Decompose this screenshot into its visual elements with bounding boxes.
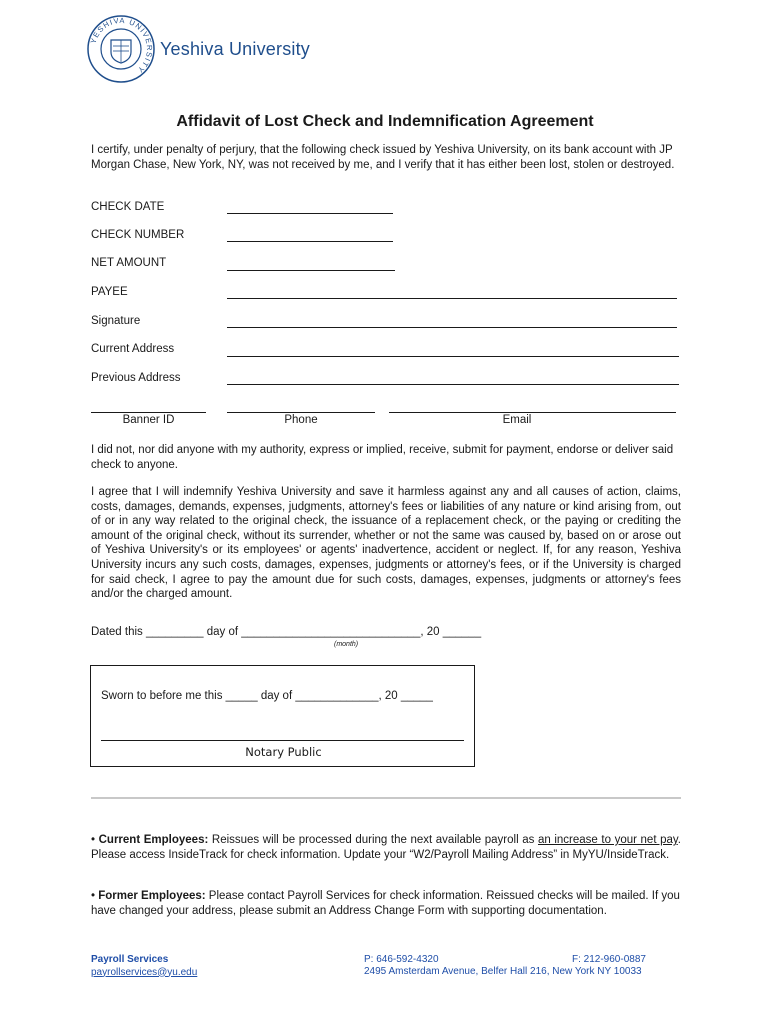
- university-logo: [86, 14, 310, 84]
- notary-box: [90, 665, 475, 767]
- footer-contact: [91, 954, 197, 979]
- signature-label: Signature: [91, 315, 141, 327]
- payee-line[interactable]: [227, 298, 677, 299]
- current-employees-text-end: . Please access InsideTrack for check information. Update your “W2/Payroll Mailing Address” in MyYU/InsideTrack.: [91, 834, 681, 861]
- footer-address-block: [364, 966, 642, 979]
- check-number-label: CHECK NUMBER: [91, 229, 185, 241]
- current-employees-heading: Current Employees:: [98, 834, 209, 846]
- footer-phone: P: 646-592-4320: [364, 954, 439, 965]
- svg-text:YESHIVA UNIVERSITY: YESHIVA UNIVERSITY: [88, 15, 155, 76]
- phone-label: Phone: [284, 414, 318, 426]
- current-employees-note: [91, 833, 681, 862]
- former-employees-note: [91, 889, 681, 918]
- university-seal-icon: [86, 14, 156, 84]
- net-amount-label: NET AMOUNT: [91, 257, 167, 269]
- page-title: Affidavit of Lost Check and Indemnification Agreement: [176, 113, 594, 130]
- authority-paragraph: I did not, nor did anyone with my authority, express or implied, receive, submit for payment, endorse or deliver said check to anyone.: [91, 444, 674, 471]
- current-address-label: Current Address: [91, 343, 175, 355]
- check-date-line[interactable]: [227, 213, 393, 214]
- email-label: Email: [502, 414, 532, 426]
- section-divider: [91, 797, 681, 799]
- notary-signature-line[interactable]: [101, 740, 464, 741]
- signature-line[interactable]: [227, 327, 677, 328]
- check-date-label: CHECK DATE: [91, 201, 165, 213]
- month-hint: (month): [334, 641, 359, 648]
- net-amount-line[interactable]: [227, 270, 395, 271]
- footer-fax: F: 212-960-0887: [572, 954, 646, 965]
- sworn-statement[interactable]: Sworn to before me this _____ day of _____________, 20 _____: [101, 690, 433, 702]
- previous-address-line[interactable]: [227, 384, 679, 385]
- phone-line[interactable]: [227, 412, 375, 413]
- current-address-line[interactable]: [227, 356, 679, 357]
- footer-phone-block: [364, 954, 439, 967]
- former-employees-text: Please contact Payroll Services for check information. Reissued checks will be mailed. If you have changed your address, please submit an Address Change Form with supporting documentation.: [91, 890, 680, 917]
- footer-address: 2495 Amsterdam Avenue, Belfer Hall 216, New York NY 10033: [364, 966, 642, 977]
- indemnification-paragraph: I agree that I will indemnify Yeshiva University and save it harmless against any and all causes of action, claims, costs, damages, demands, expenses, judgments, attorney's fees or liabilities of any nature or kind arising from, out of or in any way related to the original check, the issuance of a replacement check, or the paying or crediting the amount of the original check, without its surrender, whether or not the same was caused by, based on or arose out of Yeshiva University's or its employees' or agents' inadvertence, accident or neglect. If, for any reason, Yeshiva University incurs any such costs, damages, expenses, judgments or attorney's fees, or if the University is charged for said check, I agree to pay the amount due for such costs, damages, expenses, judgments or attorney's fees and/or the charged amount.: [91, 486, 681, 601]
- bullet: •: [91, 834, 99, 846]
- banner-id-label: Banner ID: [122, 414, 175, 426]
- notary-public-label: Notary Public: [245, 745, 322, 759]
- payee-label: PAYEE: [91, 286, 128, 298]
- email-line[interactable]: [389, 412, 676, 413]
- footer-fax-block: [572, 954, 646, 967]
- university-name: Yeshiva University: [160, 38, 310, 59]
- intro-paragraph: I certify, under penalty of perjury, that the following check issued by Yeshiva University, on its bank account with JP Morgan Chase, New York, NY, was not received by me, and I verify that it has either been lost, stolen or destroyed.: [91, 144, 675, 171]
- check-number-line[interactable]: [227, 241, 393, 242]
- dated-line[interactable]: Dated this _________ day of ____________________________, 20 ______: [91, 626, 482, 638]
- footer-department: Payroll Services: [91, 954, 169, 965]
- banner-id-line[interactable]: [91, 412, 206, 413]
- current-employees-text: Reissues will be processed during the next available payroll as: [208, 834, 538, 846]
- former-employees-heading: Former Employees:: [98, 890, 206, 902]
- bullet: •: [91, 890, 99, 902]
- net-pay-emphasis: an increase to your net pay: [537, 834, 678, 846]
- previous-address-label: Previous Address: [91, 372, 181, 384]
- footer-email-link[interactable]: payrollservices@yu.edu: [91, 966, 198, 978]
